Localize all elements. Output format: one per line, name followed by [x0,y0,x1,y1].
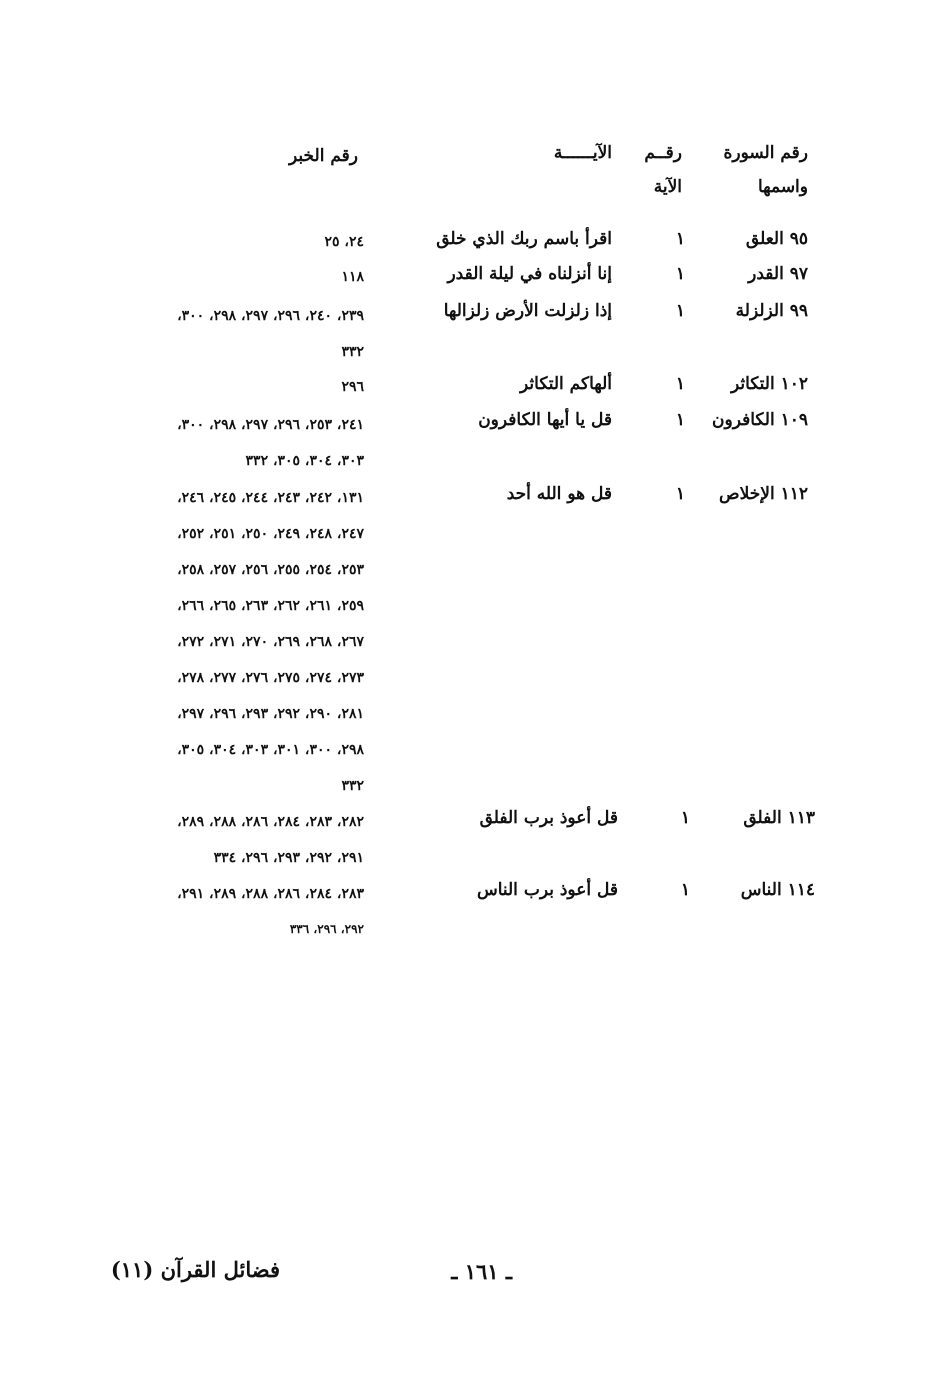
row-refs: ٢٥٩، ٢٦١، ٢٦٢، ٢٦٣، ٢٦٥، ٢٦٦، [177,598,364,614]
row-ayah-text: إذا زلزلت الأرض زلزالها [443,301,612,321]
book-title: فضائل القرآن (١١) [110,1257,280,1282]
row-ayah-text: قل أعوذ برب الفلق [479,808,618,828]
row-refs: ٢٨٢، ٢٨٣، ٢٨٤، ٢٨٦، ٢٨٨، ٢٨٩، [177,814,364,830]
row-ayah-number: ١ [675,264,685,284]
row-ayah-text: إنا أنزلناه في ليلة القدر [447,264,612,284]
row-surah: ٩٩ الزلزلة [735,301,808,321]
row-surah: ١١٣ الفلق [743,808,815,828]
row-refs: ٢٤٧، ٢٤٨، ٢٤٩، ٢٥٠، ٢٥١، ٢٥٢، [177,526,364,542]
row-ayah-text: قل هو الله أحد [506,484,612,504]
row-refs: ١١٨ [341,269,364,285]
header-surah: رقم السورة [723,143,808,163]
row-refs: ١٣١، ٢٤٢، ٢٤٣، ٢٤٤، ٢٤٥، ٢٤٦، [177,490,364,506]
row-refs: ٢٤، ٢٥ [324,234,364,250]
row-refs: ٢٩٨، ٣٠٠، ٣٠١، ٣٠٣، ٣٠٤، ٣٠٥، [177,742,364,758]
header-ayah: الآيــــــة [553,143,612,163]
header-surah-sub: واسمها [757,177,808,197]
row-ayah-text: اقرأ باسم ربك الذي خلق [436,229,612,249]
row-ayah-number: ١ [675,410,685,430]
row-refs: ٢٧٣، ٢٧٤، ٢٧٥، ٢٧٦، ٢٧٧، ٢٧٨، [177,670,364,686]
row-ayah-number: ١ [675,374,685,394]
row-refs: ٢٨٣، ٢٨٤، ٢٨٦، ٢٨٨، ٢٨٩، ٢٩١، [177,886,364,902]
row-ayah-text: ألهاكم التكاثر [520,374,612,394]
row-refs: ٢٩٢، ٢٩٦، ٣٣٦ [289,922,364,936]
header-hadith-number: رقم الخبر [289,146,358,166]
row-surah: ٩٧ القدر [748,264,808,284]
row-surah: ١٠٩ الكافرون [712,410,808,430]
row-refs: ٢٩١، ٢٩٢، ٢٩٣، ٢٩٦، ٣٣٤ [213,850,364,866]
row-ayah-number: ١ [680,880,690,900]
header-ayah-number-sub: الآية [653,177,682,197]
row-ayah-number: ١ [675,484,685,504]
row-refs: ٢٥٣، ٢٥٤، ٢٥٥، ٢٥٦، ٢٥٧، ٢٥٨، [177,562,364,578]
row-surah: ١١٤ الناس [740,880,815,900]
row-refs: ٣٣٢ [341,778,364,794]
row-refs: ٢٤١، ٢٥٣، ٢٩٦، ٢٩٧، ٢٩٨، ٣٠٠، [177,417,364,433]
header-ayah-number: رقــم [644,143,682,163]
row-ayah-number: ١ [675,301,685,321]
row-ayah-text: قل أعوذ برب الناس [476,880,618,900]
row-surah: ٩٥ العلق [745,229,808,249]
row-ayah-text: قل يا أيها الكافرون [478,410,612,430]
row-surah: ١١٢ الإخلاص [719,484,808,504]
row-refs: ٢٣٩، ٢٤٠، ٢٩٦، ٢٩٧، ٢٩٨، ٣٠٠، [177,308,364,324]
row-refs: ٣٠٣، ٣٠٤، ٣٠٥، ٣٣٢ [245,453,364,469]
row-refs: ٢٩٦ [341,379,364,395]
row-ayah-number: ١ [680,808,690,828]
row-refs: ٢٦٧، ٢٦٨، ٢٦٩، ٢٧٠، ٢٧١، ٢٧٢، [177,634,364,650]
row-refs: ٢٨١، ٢٩٠، ٢٩٢، ٢٩٣، ٢٩٦، ٢٩٧، [177,706,364,722]
page-number: ـ ١٦١ ـ [451,1259,512,1284]
row-surah: ١٠٢ التكاثر [730,374,808,394]
row-refs: ٣٣٢ [341,344,364,360]
row-ayah-number: ١ [675,229,685,249]
